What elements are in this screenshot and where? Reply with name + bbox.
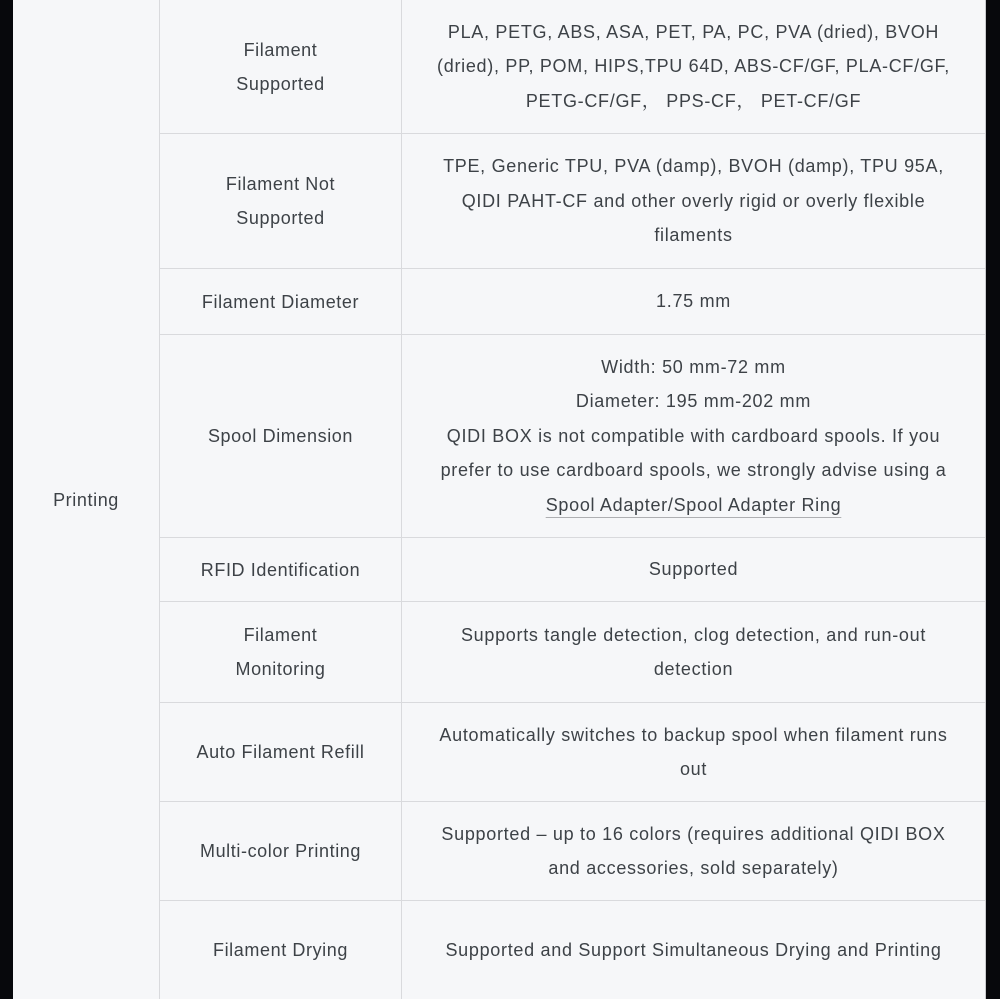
row-value-auto-filament-refill bbox=[402, 702, 985, 801]
row-label-rfid-identification bbox=[160, 537, 402, 601]
row-value-text: Supported bbox=[648, 559, 739, 580]
row-label-text: Auto Filament Refill bbox=[196, 742, 365, 762]
category-label: Printing bbox=[53, 489, 119, 510]
row-value-filament-diameter bbox=[402, 268, 985, 334]
spool-adapter-link[interactable]: Spool Adapter/Spool Adapter Ring bbox=[545, 494, 842, 515]
row-label-filament-diameter bbox=[160, 268, 402, 334]
row-value-text: 1.75 mm bbox=[656, 291, 731, 312]
row-label-text: Filament Monitoring bbox=[235, 625, 326, 679]
row-value-rfid-identification bbox=[402, 537, 985, 601]
category-cell-printing bbox=[13, 0, 160, 999]
spool-width-line: Width: 50 mm-72 mm bbox=[601, 356, 786, 377]
printing-spec-table bbox=[13, 0, 986, 999]
row-value-text: Supported – up to 16 colors (requires additional QIDI BOX and accessories, sold separately) bbox=[441, 823, 946, 878]
row-label-text: Spool Dimension bbox=[207, 426, 354, 446]
row-label-text: Filament Not Supported bbox=[225, 174, 336, 228]
row-label-spool-dimension bbox=[160, 334, 402, 537]
spool-diameter-line: Diameter: 195 mm-202 mm bbox=[575, 391, 812, 412]
row-value-filament-supported bbox=[402, 0, 985, 133]
row-label-text: Multi-color Printing bbox=[199, 841, 362, 861]
row-value-text: Supports tangle detection, clog detection, and run-out detection bbox=[460, 624, 927, 679]
row-label-text: RFID Identification bbox=[200, 559, 361, 580]
row-value-text: Supported and Support Simultaneous Drying and Printing bbox=[445, 939, 942, 960]
row-value-spool-dimension bbox=[402, 334, 985, 537]
row-label-text: Filament Supported bbox=[236, 39, 325, 94]
row-label-multi-color-printing bbox=[160, 801, 402, 900]
row-label-filament-not-supported bbox=[160, 133, 402, 268]
spool-note-text: QIDI BOX is not compatible with cardboard spools. If you prefer to use cardboard spools, we strongly advise using a bbox=[440, 425, 947, 481]
row-label-filament-monitoring bbox=[160, 601, 402, 702]
row-value-text: TPE, Generic TPU, PVA (damp), BVOH (damp), TPU 95A, QIDI PAHT-CF and other overly rigid or overly flexible filaments bbox=[443, 156, 944, 246]
row-value-multi-color-printing bbox=[402, 801, 985, 900]
left-page-margin bbox=[0, 0, 13, 999]
row-value-filament-monitoring bbox=[402, 601, 985, 702]
spool-note bbox=[430, 419, 957, 523]
row-value-filament-drying bbox=[402, 900, 985, 999]
row-value-text: Automatically switches to backup spool when filament runs out bbox=[439, 724, 948, 779]
row-value-text: PLA, PETG, ABS, ASA, PET, PA, PC, PVA (dried), BVOH (dried), PP, POM, HIPS,TPU 64D, ABS-CF/GF, PLA-CF/GF, PETG-CF/GF， PPS-CF， PET-CF/GF bbox=[437, 21, 950, 111]
row-label-auto-filament-refill bbox=[160, 702, 402, 801]
row-label-filament-supported bbox=[160, 0, 402, 133]
row-value-filament-not-supported bbox=[402, 133, 985, 268]
row-label-text: Filament Diameter bbox=[201, 291, 360, 312]
right-page-margin bbox=[986, 0, 1000, 999]
row-label-filament-drying bbox=[160, 900, 402, 999]
row-label-text: Filament Drying bbox=[212, 940, 349, 960]
